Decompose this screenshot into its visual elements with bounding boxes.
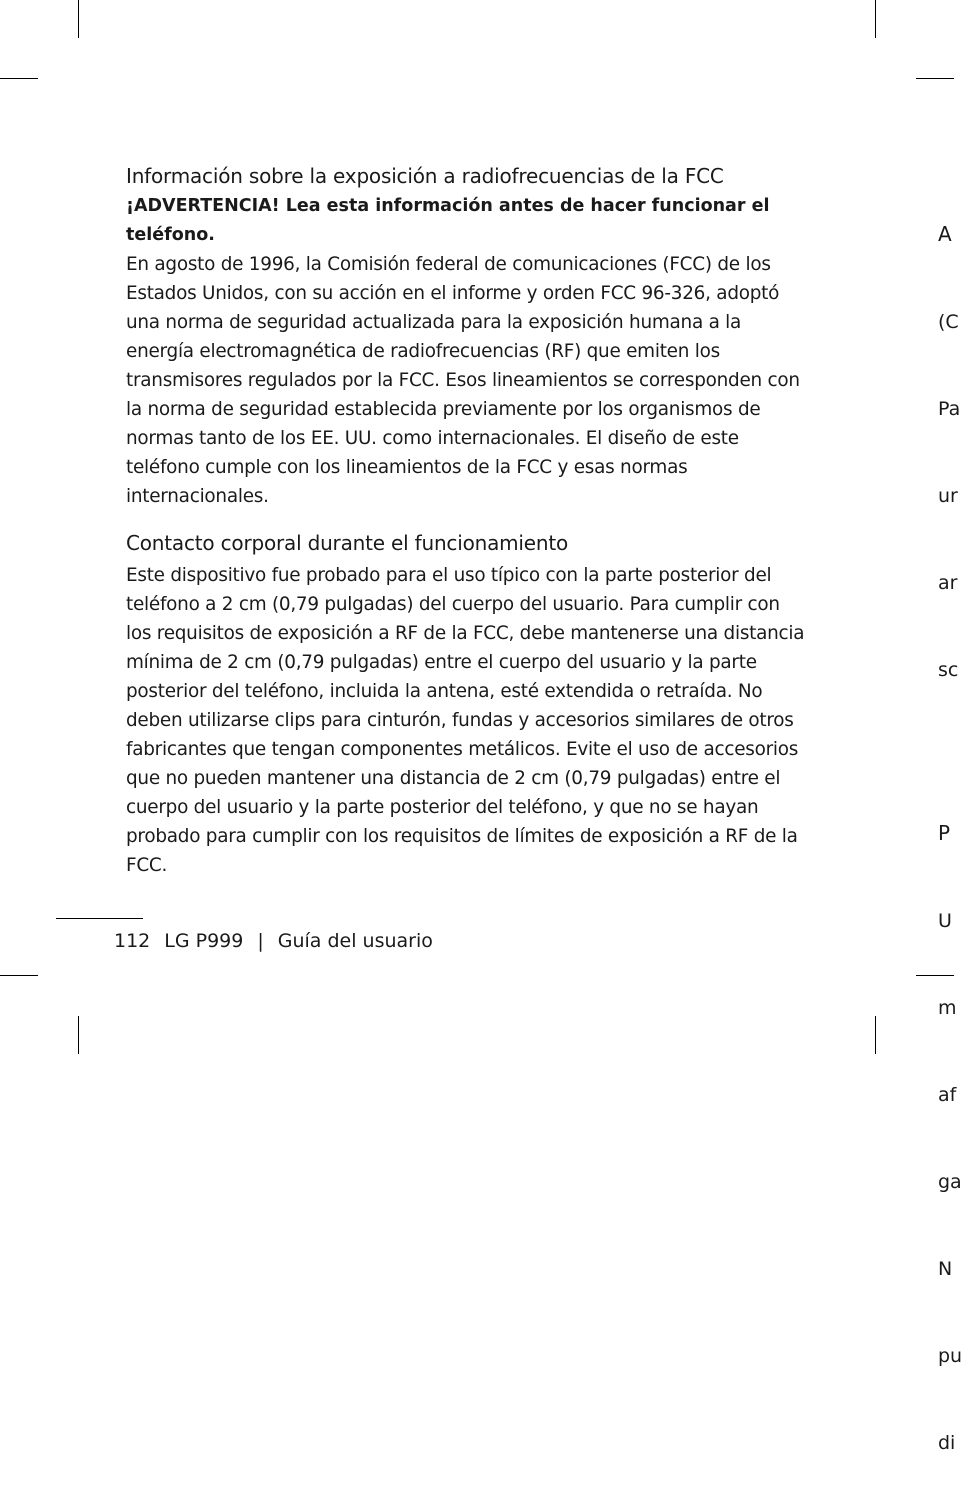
edge-line: m [938,997,957,1019]
section-fcc-rf-exposure [126,160,806,511]
crop-mark-top-left-horizontal [0,78,38,79]
crop-mark-bottom-left-vertical [78,1016,79,1054]
footer-separator: | [257,930,264,952]
edge-line: ga [938,1171,962,1193]
warning-text: ¡ADVERTENCIA! Lea esta información antes de hacer funcionar el teléfono. [126,196,770,245]
edge-line: (C [938,311,959,333]
edge-heading: P [938,821,951,845]
model-name: LG P999 [164,930,244,952]
footer-rule [56,918,143,919]
crop-mark-bottom-left-horizontal [0,975,38,976]
edge-heading: A [938,222,952,246]
edge-line: Pa [938,398,961,420]
section-heading: Información sobre la exposición a radiofrecuencias de la FCC [126,164,724,188]
crop-mark-bottom-right-vertical [875,1016,876,1054]
edge-line: di [938,1432,956,1454]
page-number: 112 [114,930,151,952]
crop-mark-top-right-vertical [875,0,876,38]
section-body: En agosto de 1996, la Comisión federal de comunicaciones (FCC) de los Estados Unidos, con su acción en el informe y orden FCC 96-326, adoptó una norma de seguridad actualizada para la exposición humana a la energía electromagnética de radiofrecuencias (RF) que emiten los transmisores regulados por la FCC. Esos lineamientos se corresponden con la norma de seguridad establecida previamente por los organismos de normas tanto de los EE. UU. como internacionales. El diseño de este teléfono cumple con los lineamientos de la FCC y esas normas internacionales. [126,254,800,507]
edge-line: N [938,1258,953,1280]
edge-line: ur [938,485,958,507]
section-heading: Contacto corporal durante el funcionamiento [126,531,569,555]
edge-line: U [938,910,952,932]
edge-line: sc [938,659,959,681]
main-column [126,160,806,880]
edge-line: af [938,1084,957,1106]
section-body: Este dispositivo fue probado para el uso típico con la parte posterior del teléfono a 2 cm (0,79 pulgadas) del cuerpo del usuario. Para cumplir con los requisitos de exposición a RF de la FCC, debe mantenerse una distancia mínima de 2 cm (0,79 pulgadas) entre el cuerpo del usuario y la parte posterior del teléfono, incluida la antena, esté extendida o retraída. No deben utilizarse clips para cinturón, fundas y accesorios similares de otros fabricantes que tengan componentes metálicos. Evite el uso de accesorios que no pueden mantener una distancia de 2 cm (0,79 pulgadas) entre el cuerpo del usuario y la parte posterior del teléfono, y que no se hayan probado para cumplir con los requisitos de límites de exposición a RF de la FCC. [126,565,805,876]
crop-mark-top-right-horizontal [916,78,954,79]
page-footer [114,927,433,955]
next-page-edge [938,160,968,1487]
edge-line: ar [938,572,958,594]
guide-title: Guía del usuario [277,930,433,952]
crop-mark-top-left-vertical [78,0,79,38]
edge-line: pu [938,1345,963,1367]
section-body-contact [126,527,806,880]
